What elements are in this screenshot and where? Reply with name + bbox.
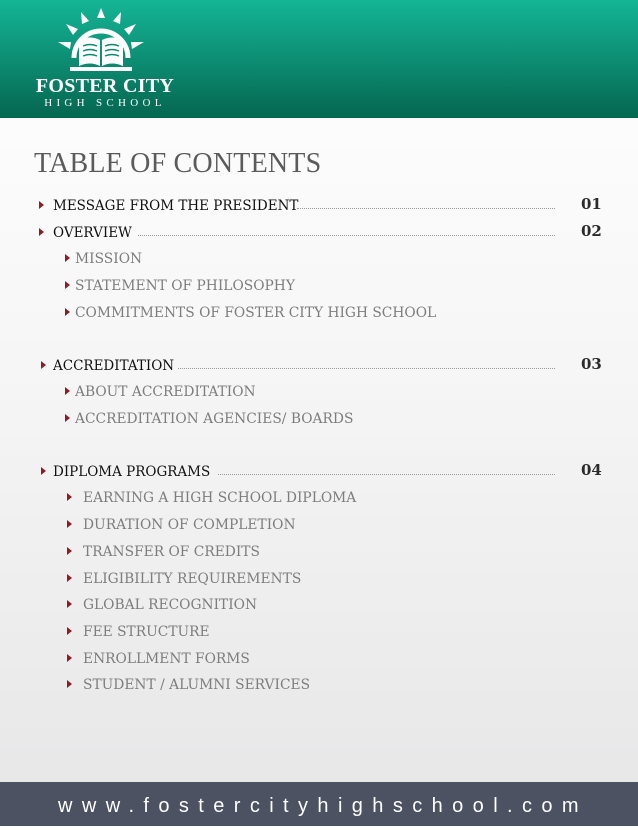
toc-entry-label: FEE STRUCTURE [83, 624, 210, 640]
toc-entry-accreditation[interactable] [36, 356, 606, 376]
toc-entry-label: ACCREDITATION [53, 358, 175, 374]
toc-page-number: 01 [581, 195, 602, 213]
toc-entry-label: EARNING A HIGH SCHOOL DIPLOMA [83, 490, 357, 506]
footer-bar [0, 782, 638, 826]
toc-entry-label: DIPLOMA PROGRAMS [53, 464, 211, 480]
logo-school-subtitle: HIGH SCHOOL [44, 97, 166, 109]
toc-subentry-global-recognition[interactable] [62, 595, 562, 615]
arrow-bullet-icon [65, 387, 70, 395]
header-banner [0, 0, 638, 118]
toc-subentry-earning-diploma[interactable] [62, 488, 562, 508]
toc-entry-message-from-president[interactable] [36, 196, 606, 216]
dotted-leader [218, 474, 555, 475]
toc-entry-label: GLOBAL RECOGNITION [83, 597, 258, 613]
toc-page-number: 04 [581, 461, 602, 479]
arrow-bullet-icon [67, 493, 72, 501]
arrow-bullet-icon [39, 201, 44, 209]
logo-school-name: FOSTER CITY [35, 75, 175, 97]
arrow-bullet-icon [65, 281, 70, 289]
toc-subentry-about-accreditation[interactable] [62, 382, 562, 402]
toc-entry-overview[interactable] [36, 223, 606, 243]
toc-entry-label: ACCREDITATION AGENCIES/ BOARDS [75, 411, 354, 427]
toc-subentry-duration[interactable] [62, 515, 562, 535]
toc-subentry-statement-of-philosophy[interactable] [62, 276, 562, 296]
toc-entry-label: STUDENT / ALUMNI SERVICES [83, 677, 311, 693]
toc-entry-diploma-programs[interactable] [36, 462, 606, 482]
toc-entry-label: MISSION [75, 251, 143, 267]
sun-book-emblem-icon [52, 6, 150, 76]
arrow-bullet-icon [65, 254, 70, 262]
toc-subentry-enrollment-forms[interactable] [62, 649, 562, 669]
dotted-leader [297, 208, 555, 209]
arrow-bullet-icon [67, 547, 72, 555]
toc-entry-label: ENROLLMENT FORMS [83, 651, 250, 667]
toc-subentry-accreditation-agencies[interactable] [62, 409, 562, 429]
arrow-bullet-icon [67, 627, 72, 635]
arrow-bullet-icon [67, 600, 72, 608]
toc-subentry-mission[interactable] [62, 249, 562, 269]
toc-entry-label: OVERVIEW [53, 225, 132, 241]
toc-page-number: 03 [581, 355, 602, 373]
dotted-leader [178, 368, 555, 369]
dotted-leader [138, 235, 555, 236]
toc-entry-label: TRANSFER OF CREDITS [83, 544, 260, 560]
toc-subentry-eligibility[interactable] [62, 569, 562, 589]
toc-entry-label: DURATION OF COMPLETION [83, 517, 296, 533]
toc-entry-label: COMMITMENTS OF FOSTER CITY HIGH SCHOOL [75, 305, 437, 321]
page-title: TABLE OF CONTENTS [34, 148, 322, 179]
arrow-bullet-icon [41, 361, 46, 369]
footer-website-link[interactable]: www.fostercityhighschool.com [58, 795, 588, 817]
arrow-bullet-icon [67, 520, 72, 528]
arrow-bullet-icon [67, 680, 72, 688]
toc-entry-label: MESSAGE FROM THE PRESIDENT [53, 198, 299, 214]
toc-entry-label: ELIGIBILITY REQUIREMENTS [83, 571, 302, 587]
arrow-bullet-icon [39, 228, 44, 236]
toc-subentry-commitments[interactable] [62, 303, 562, 323]
toc-subentry-transfer-of-credits[interactable] [62, 542, 562, 562]
toc-subentry-fee-structure[interactable] [62, 622, 562, 642]
arrow-bullet-icon [67, 574, 72, 582]
arrow-bullet-icon [65, 308, 70, 316]
arrow-bullet-icon [67, 654, 72, 662]
toc-entry-label: ABOUT ACCREDITATION [75, 384, 256, 400]
toc-entry-label: STATEMENT OF PHILOSOPHY [75, 278, 295, 294]
toc-page-number: 02 [581, 222, 602, 240]
toc-subentry-student-alumni-services[interactable] [62, 675, 562, 695]
arrow-bullet-icon [65, 414, 70, 422]
arrow-bullet-icon [41, 467, 46, 475]
